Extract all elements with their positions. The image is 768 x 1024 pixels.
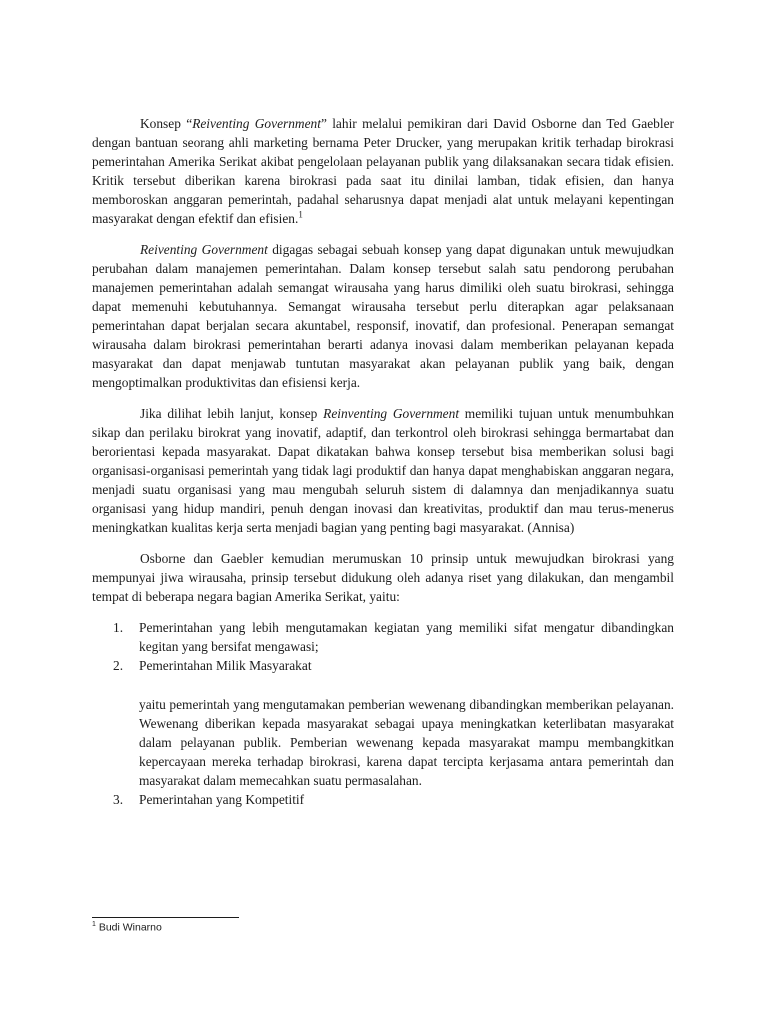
list-item-title: Pemerintahan yang Kompetitif bbox=[139, 792, 305, 807]
list-item-text: Pemerintahan yang lebih mengutamakan kegiatan yang memiliki sifat mengatur dibandingkan kegitan yang bersifat mengawasi; bbox=[139, 620, 674, 654]
p3-text-start: Jika dilihat lebih lanjut, konsep bbox=[140, 406, 324, 421]
list-item-title: Pemerintahan Milik Masyarakat bbox=[139, 658, 312, 673]
p1-text-end: ” lahir melalui pemikiran dari David Osborne dan Ted Gaebler dengan bantuan seorang ahli marketing bernama Peter Drucker, yang merupakan kritik terhadap birokrasi pemerintahan Amerika Serikat akibat pengelolaan pelayanan publik yang dilaksanakan secara tidak efisien. Kritik tersebut diberikan karena birokrasi pada saat itu dinilai lamban, tidak efisien, dan hanya memboroskan anggaran pemerintah, padahal seharusnya dapat menjadi alat untuk melayani kepentingan masyarakat dengan efektif dan efisien. bbox=[92, 116, 675, 226]
p2-italic-term: Reiventing Government bbox=[140, 242, 268, 257]
p3-italic-term: Reinventing Government bbox=[323, 406, 460, 421]
paragraph-2 bbox=[92, 240, 674, 392]
list-number: 3. bbox=[113, 792, 124, 807]
list-number: 2. bbox=[113, 658, 124, 673]
footnote-text: Budi Winarno bbox=[98, 921, 162, 934]
p3-text-end: memiliki tujuan untuk menumbuhkan sikap dan perilaku birokrat yang inovatif, adaptif, dan terkontrol oleh birokrasi sehingga bermartabat dan berorientasi kepada masyarakat. Dapat dikatakan bahwa konsep tersebut bisa memberikan solusi bagi organisasi-organisasi pemerintah yang tidak lagi produktif dan hanya dapat menghabiskan anggaran negara, menjadi suatu organisasi yang mau mengubah seluruh sistem di dalamnya dan menjadikannya suatu organisasi yang hidup mandiri, penuh dengan inovasi dan kreativitas, produktif dan mau terus-menerus meningkatkan kualitas kerja serta menjadi bagian yang penting bagi masyarakat. (Annisa) bbox=[92, 406, 674, 535]
p1-text-start: Konsep “ bbox=[140, 116, 193, 131]
paragraph-4 bbox=[92, 549, 674, 606]
p4-text: Osborne dan Gaebler kemudian merumuskan 10 prinsip untuk mewujudkan birokrasi yang mempunyai jiwa wirausaha, prinsip tersebut didukung oleh adanya riset yang dilakukan, dan mengambil tempat di beberapa negara bagian Amerika Serikat, yaitu: bbox=[92, 551, 674, 604]
p1-italic-term: Reiventing Government bbox=[192, 116, 321, 131]
principles-list bbox=[92, 618, 674, 809]
paragraph-1 bbox=[92, 114, 674, 228]
list-item bbox=[92, 618, 674, 656]
p2-text: digagas sebagai sebuah konsep yang dapat digunakan untuk mewujudkan perubahan dalam manajemen pemerintahan. Dalam konsep tersebut salah satu pendorong perubahan manajemen pemerintahan adalah semangat wirausaha yang harus dimiliki oleh suatu birokrasi, sehingga dapat memenuhi kebutuhannya. Semangat wirausaha tersebut perlu diterapkan agar pelaksanaan pemerintahan dapat berjalan secara akuntabel, responsif, inovatif, dan profesional. Penerapan semangat wirausaha dalam birokrasi pemerintahan berarti adanya inovasi dalam memberikan pelayanan kepada masyarakat dan dapat menjawab tuntutan masyarakat akan pelayanan publik yang baik, dengan mengoptimalkan produktivitas dan efisiensi kerja. bbox=[92, 242, 674, 390]
footnote-reference[interactable]: 1 bbox=[298, 209, 303, 220]
list-item bbox=[92, 656, 674, 790]
footnote bbox=[92, 921, 162, 934]
list-item bbox=[92, 790, 674, 809]
footnote-number: 1 bbox=[92, 921, 96, 928]
footnote-separator bbox=[92, 917, 239, 918]
list-number: 1. bbox=[113, 620, 124, 635]
document-body bbox=[92, 114, 674, 809]
paragraph-3 bbox=[92, 404, 674, 537]
list-item-description: yaitu pemerintah yang mengutamakan pemberian wewenang dibandingkan memberikan pelayanan. Wewenang diberikan kepada masyarakat sebagai upaya meningkatkan keterlibatan masyarakat dalam pelayanan publik. Pemberian wewenang kepada masyarakat mampu membangkitkan kepercayaan mereka terhadap birokrasi, karena dapat tercipta kerjasama antara pemerintah dan masyarakat dalam memecahkan suatu permasalahan. bbox=[139, 697, 674, 788]
